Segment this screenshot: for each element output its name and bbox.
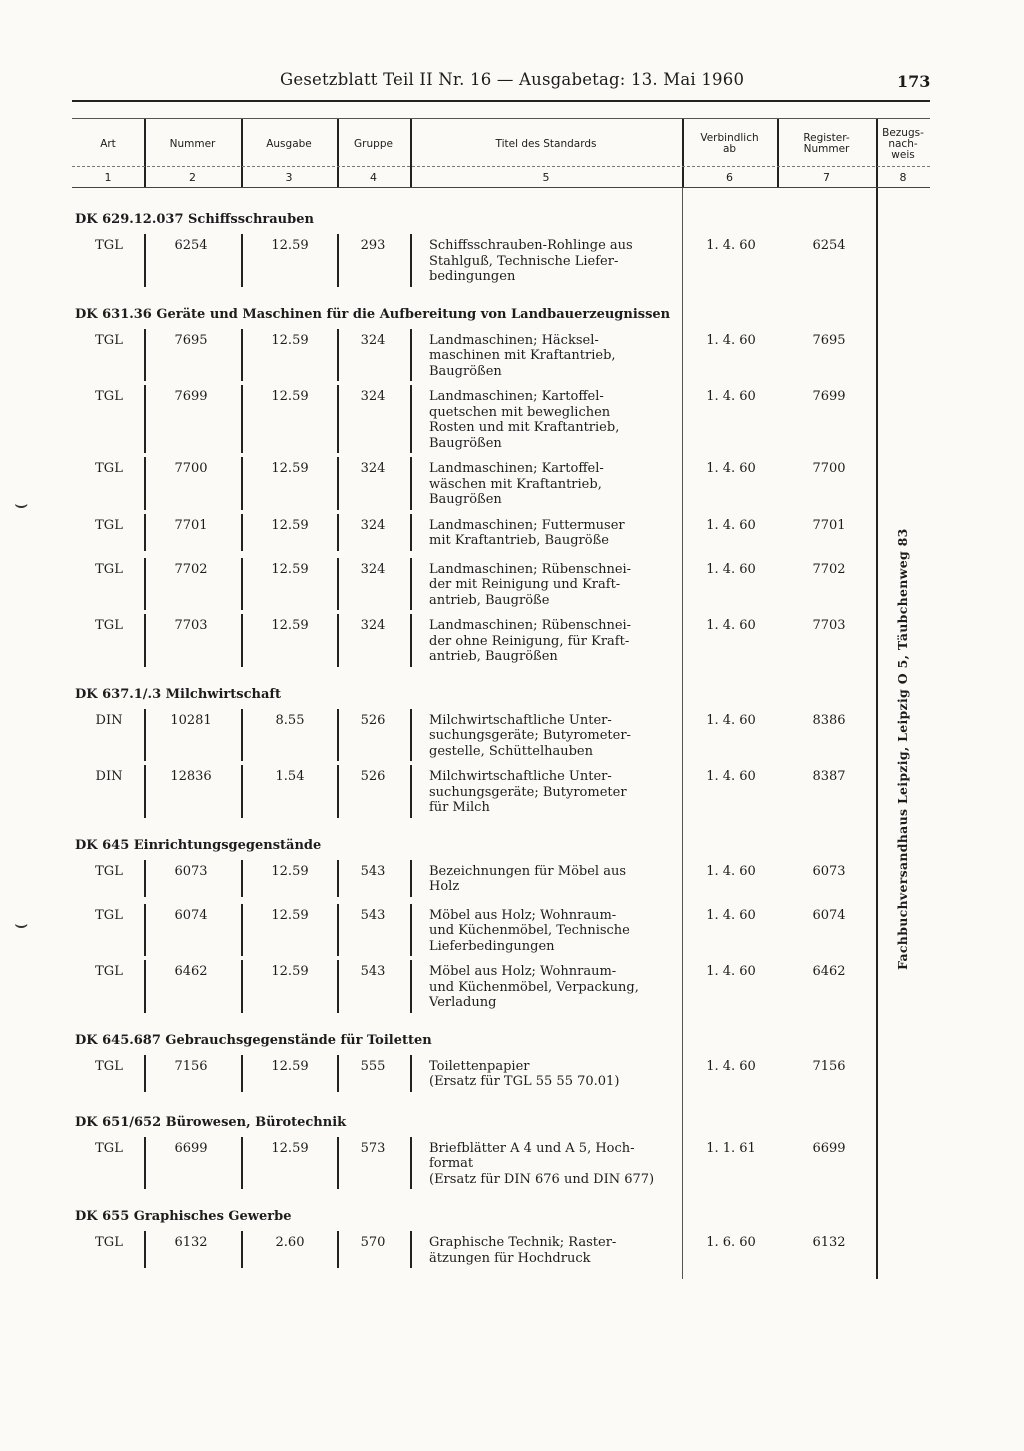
row-divider <box>241 614 243 667</box>
title-line: ätzungen für Hochdruck <box>429 1250 591 1266</box>
cell-verbindlich-ab: 1. 4. 60 <box>706 1058 756 1074</box>
title-line: Landmaschinen; Rübenschnei- <box>429 561 632 577</box>
title-line: bedingungen <box>429 269 516 284</box>
cell-gruppe: 324 <box>360 561 386 577</box>
title-line: Holz <box>429 879 460 894</box>
row-divider <box>241 1055 243 1092</box>
row-divider <box>337 558 339 611</box>
row-divider <box>337 1137 339 1190</box>
cell-verbindlich-ab: 1. 4. 60 <box>706 389 756 404</box>
column-number: 5 <box>542 171 550 184</box>
row-divider <box>241 904 243 957</box>
title-line: Landmaschinen; Rübenschnei- <box>429 618 632 633</box>
row-divider <box>410 765 412 818</box>
title-line: Landmaschinen; Kartoffel- <box>429 461 604 476</box>
row-divider <box>410 860 412 897</box>
row-divider <box>241 1231 243 1268</box>
cell-register-nummer: 7701 <box>812 517 846 533</box>
column-divider <box>777 118 779 188</box>
row-divider <box>337 709 339 762</box>
cell-nummer: 7156 <box>174 1058 208 1074</box>
row-divider <box>241 234 243 287</box>
title-line: der ohne Reinigung, für Kraft- <box>429 633 630 649</box>
page-number: 173 <box>897 72 931 91</box>
cell-nummer: 7700 <box>174 461 208 476</box>
row-divider <box>337 514 339 551</box>
row-divider <box>144 385 146 453</box>
title-line: Baugrößen <box>429 363 502 379</box>
row-divider <box>144 234 146 287</box>
cell-nummer: 6699 <box>174 1140 208 1156</box>
title-line: (Ersatz für TGL 55 55 70.01) <box>429 1074 620 1089</box>
column-number: 8 <box>899 171 907 184</box>
cell-ausgabe: 12.59 <box>271 517 309 533</box>
title-line: Landmaschinen; Häcksel- <box>429 332 599 348</box>
cell-titel <box>429 864 674 895</box>
cell-ausgabe: 8.55 <box>275 712 305 728</box>
column-divider <box>876 188 878 1279</box>
cell-art: DIN <box>95 769 123 784</box>
cell-gruppe: 293 <box>360 238 386 253</box>
row-divider <box>144 860 146 897</box>
cell-verbindlich-ab: 1. 4. 60 <box>706 238 756 253</box>
column-header: Gruppe <box>354 137 393 150</box>
cell-art: TGL <box>95 964 123 979</box>
cell-register-nummer: 6073 <box>812 863 846 879</box>
cell-ausgabe: 12.59 <box>271 1058 309 1074</box>
row-divider <box>144 514 146 551</box>
row-divider <box>241 514 243 551</box>
cell-ausgabe: 12.59 <box>271 389 309 404</box>
column-divider <box>144 118 146 188</box>
title-line: Landmaschinen; Futtermuser <box>429 517 625 533</box>
column-header: Nummer <box>169 137 216 150</box>
row-divider <box>337 234 339 287</box>
cell-art: TGL <box>95 863 123 879</box>
cell-art: TGL <box>95 238 123 253</box>
title-line: Lieferbedingungen <box>429 938 555 954</box>
column-divider <box>337 118 339 188</box>
title-line: antrieb, Baugröße <box>429 592 550 608</box>
title-line: Briefblätter A 4 und A 5, Hoch- <box>429 1140 635 1156</box>
cell-nummer: 12836 <box>170 769 212 784</box>
row-divider <box>410 709 412 762</box>
cell-verbindlich-ab: 1. 4. 60 <box>706 907 756 923</box>
title-line: mit Kraftantrieb, Baugröße <box>429 533 609 548</box>
cell-register-nummer: 7699 <box>812 389 846 404</box>
cell-verbindlich-ab: 1. 6. 60 <box>706 1235 756 1250</box>
cell-gruppe: 543 <box>360 863 386 879</box>
cell-register-nummer: 8387 <box>812 769 846 784</box>
cell-nummer: 6462 <box>174 964 208 979</box>
row-divider <box>241 765 243 818</box>
margin-tick-mark: ⌣ <box>14 492 29 517</box>
cell-register-nummer: 6699 <box>812 1140 846 1156</box>
cell-titel <box>429 389 674 451</box>
title-line: Baugrößen <box>429 435 502 451</box>
title-line: und Küchenmöbel, Technische <box>429 923 630 938</box>
row-divider <box>144 904 146 957</box>
cell-gruppe: 526 <box>360 769 386 784</box>
cell-register-nummer: 6254 <box>812 238 846 253</box>
column-number: 7 <box>823 171 830 184</box>
column-header: Art <box>100 137 116 150</box>
cell-verbindlich-ab: 1. 4. 60 <box>706 461 756 476</box>
row-divider <box>144 558 146 611</box>
row-divider <box>337 385 339 453</box>
section-title: DK 651/652 Bürowesen, Bürotechnik <box>75 1114 347 1130</box>
cell-art: TGL <box>95 561 123 577</box>
title-line: Landmaschinen; Kartoffel- <box>429 389 604 404</box>
cell-gruppe: 555 <box>360 1058 386 1074</box>
cell-titel <box>429 769 674 816</box>
cell-gruppe: 570 <box>360 1235 386 1250</box>
column-number: 1 <box>104 171 112 184</box>
row-divider <box>144 457 146 510</box>
cell-titel <box>429 1235 674 1266</box>
cell-verbindlich-ab: 1. 4. 60 <box>706 561 756 577</box>
cell-ausgabe: 12.59 <box>271 332 309 348</box>
cell-art: TGL <box>95 461 123 476</box>
row-divider <box>337 614 339 667</box>
section-title: DK 645.687 Gebrauchsgegenstände für Toiletten <box>75 1032 432 1048</box>
cell-ausgabe: 12.59 <box>271 863 309 879</box>
row-divider <box>144 614 146 667</box>
cell-ausgabe: 1.54 <box>275 769 305 784</box>
column-header: Register- Nummer <box>803 132 850 155</box>
row-divider <box>144 765 146 818</box>
cell-art: DIN <box>95 712 123 728</box>
title-line: maschinen mit Kraftantrieb, <box>429 348 616 363</box>
title-line: antrieb, Baugrößen <box>429 649 558 664</box>
row-divider <box>410 385 412 453</box>
title-line: Bezeichnungen für Möbel aus <box>429 863 627 879</box>
cell-nummer: 7702 <box>174 561 208 577</box>
header-bottom-rule <box>72 187 930 188</box>
column-header: Ausgabe <box>266 137 312 150</box>
cell-ausgabe: 12.59 <box>271 907 309 923</box>
title-line: suchungsgeräte; Butyrometer <box>429 784 627 800</box>
header-number-rule <box>72 166 930 167</box>
cell-verbindlich-ab: 1. 4. 60 <box>706 769 756 784</box>
cell-titel <box>429 964 674 1011</box>
cell-ausgabe: 12.59 <box>271 964 309 979</box>
column-number: 6 <box>726 171 733 184</box>
header-bottom-rule <box>72 118 930 119</box>
title-line: wäschen mit Kraftantrieb, <box>429 476 602 492</box>
row-divider <box>410 1055 412 1092</box>
cell-register-nummer: 6132 <box>812 1235 846 1250</box>
cell-nummer: 6073 <box>174 863 208 879</box>
cell-art: TGL <box>95 618 123 633</box>
column-divider <box>876 118 878 188</box>
title-line: der mit Reinigung und Kraft- <box>429 577 621 592</box>
cell-ausgabe: 12.59 <box>271 561 309 577</box>
row-divider <box>410 960 412 1013</box>
cell-nummer: 6074 <box>174 907 208 923</box>
cell-ausgabe: 2.60 <box>275 1235 305 1250</box>
title-line: quetschen mit beweglichen <box>429 404 611 420</box>
section-title: DK 655 Graphisches Gewerbe <box>75 1209 292 1224</box>
row-divider <box>410 558 412 611</box>
header-rule <box>72 100 930 102</box>
cell-nummer: 6132 <box>174 1235 208 1250</box>
cell-titel <box>429 908 674 955</box>
title-line: Schiffsschrauben-Rohlinge aus <box>429 238 633 253</box>
cell-titel <box>429 333 674 380</box>
cell-titel <box>429 238 674 285</box>
title-line: Milchwirtschaftliche Unter- <box>429 769 612 784</box>
column-divider <box>682 118 684 188</box>
title-line: Milchwirtschaftliche Unter- <box>429 712 612 728</box>
cell-nummer: 7699 <box>174 389 208 404</box>
row-divider <box>144 329 146 382</box>
cell-gruppe: 526 <box>360 712 386 728</box>
cell-art: TGL <box>95 1140 123 1156</box>
cell-gruppe: 324 <box>360 332 386 348</box>
row-divider <box>144 1055 146 1092</box>
title-line: Möbel aus Holz; Wohnraum- <box>429 907 617 923</box>
row-divider <box>241 457 243 510</box>
cell-titel <box>429 461 674 508</box>
cell-ausgabe: 12.59 <box>271 618 309 633</box>
page-header: Gesetzblatt Teil II Nr. 16 — Ausgabetag: 13. Mai 1960 <box>280 70 745 89</box>
cell-gruppe: 543 <box>360 964 386 979</box>
cell-register-nummer: 8386 <box>812 712 846 728</box>
row-divider <box>337 860 339 897</box>
title-line: Stahlguß, Technische Liefer- <box>429 253 619 269</box>
cell-nummer: 6254 <box>174 238 208 253</box>
cell-register-nummer: 6462 <box>812 964 846 979</box>
row-divider <box>410 329 412 382</box>
cell-verbindlich-ab: 1. 4. 60 <box>706 517 756 533</box>
cell-register-nummer: 7703 <box>812 618 846 633</box>
sidebar-publisher-note: Fachbuchversandhaus Leipzig, Leipzig O 5, Täubchenweg 83 <box>895 528 910 970</box>
cell-register-nummer: 7695 <box>812 332 846 348</box>
cell-gruppe: 573 <box>360 1140 386 1156</box>
cell-titel <box>429 1141 674 1188</box>
title-line: Möbel aus Holz; Wohnraum- <box>429 964 617 979</box>
cell-gruppe: 324 <box>360 618 386 633</box>
title-line: format <box>429 1156 474 1171</box>
cell-register-nummer: 7700 <box>812 461 846 476</box>
margin-tick-mark: ⌣ <box>14 912 29 937</box>
cell-register-nummer: 7156 <box>812 1058 846 1074</box>
column-divider <box>682 188 683 1279</box>
row-divider <box>144 960 146 1013</box>
row-divider <box>241 960 243 1013</box>
title-line: Baugrößen <box>429 492 502 507</box>
title-line: (Ersatz für DIN 676 und DIN 677) <box>429 1171 655 1187</box>
row-divider <box>144 1231 146 1268</box>
title-line: und Küchenmöbel, Verpackung, <box>429 979 639 995</box>
cell-titel <box>429 1059 674 1090</box>
row-divider <box>410 514 412 551</box>
row-divider <box>410 904 412 957</box>
section-title: DK 631.36 Geräte und Maschinen für die Aufbereitung von Landbauerzeugnissen <box>75 306 671 322</box>
row-divider <box>241 709 243 762</box>
title-line: Graphische Technik; Raster- <box>429 1235 617 1250</box>
cell-gruppe: 543 <box>360 907 386 923</box>
column-divider <box>410 118 412 188</box>
row-divider <box>241 329 243 382</box>
cell-titel <box>429 713 674 760</box>
row-divider <box>410 1137 412 1190</box>
row-divider <box>337 457 339 510</box>
row-divider <box>241 385 243 453</box>
cell-art: TGL <box>95 1058 123 1074</box>
row-divider <box>410 457 412 510</box>
row-divider <box>337 1055 339 1092</box>
column-number: 4 <box>370 171 377 184</box>
cell-art: TGL <box>95 332 123 348</box>
column-header: Titel des Standards <box>495 137 597 150</box>
cell-nummer: 10281 <box>170 712 212 728</box>
title-line: suchungsgeräte; Butyrometer- <box>429 728 631 743</box>
row-divider <box>410 1231 412 1268</box>
section-title: DK 629.12.037 Schiffsschrauben <box>75 212 314 227</box>
title-line: gestelle, Schüttelhauben <box>429 743 593 759</box>
row-divider <box>241 1137 243 1190</box>
title-line: Toilettenpapier <box>429 1058 530 1074</box>
cell-verbindlich-ab: 1. 1. 61 <box>706 1140 756 1156</box>
section-title: DK 637.1/.3 Milchwirtschaft <box>75 686 281 702</box>
cell-titel <box>429 518 674 549</box>
row-divider <box>241 860 243 897</box>
cell-register-nummer: 7702 <box>812 561 846 577</box>
row-divider <box>337 329 339 382</box>
row-divider <box>410 614 412 667</box>
row-divider <box>144 709 146 762</box>
cell-art: TGL <box>95 1235 123 1250</box>
column-number: 3 <box>285 171 293 184</box>
row-divider <box>144 1137 146 1190</box>
cell-titel <box>429 618 674 665</box>
section-title: DK 645 Einrichtungsgegenstände <box>75 837 322 853</box>
cell-ausgabe: 12.59 <box>271 1140 309 1156</box>
column-divider <box>241 118 243 188</box>
row-divider <box>337 1231 339 1268</box>
row-divider <box>337 765 339 818</box>
cell-art: TGL <box>95 907 123 923</box>
cell-art: TGL <box>95 517 123 533</box>
cell-gruppe: 324 <box>360 461 386 476</box>
cell-verbindlich-ab: 1. 4. 60 <box>706 863 756 879</box>
column-header: Bezugs- nach- weis <box>882 126 924 161</box>
cell-ausgabe: 12.59 <box>271 238 309 253</box>
title-line: Rosten und mit Kraftantrieb, <box>429 420 620 435</box>
column-number: 2 <box>189 171 196 184</box>
cell-nummer: 7701 <box>174 517 208 533</box>
row-divider <box>241 558 243 611</box>
title-line: Verladung <box>429 995 497 1010</box>
cell-art: TGL <box>95 389 123 404</box>
row-divider <box>337 904 339 957</box>
row-divider <box>337 960 339 1013</box>
title-line: für Milch <box>429 800 490 815</box>
cell-verbindlich-ab: 1. 4. 60 <box>706 618 756 633</box>
cell-verbindlich-ab: 1. 4. 60 <box>706 332 756 348</box>
cell-gruppe: 324 <box>360 389 386 404</box>
column-header: Verbindlich ab <box>700 132 759 155</box>
cell-verbindlich-ab: 1. 4. 60 <box>706 964 756 979</box>
cell-register-nummer: 6074 <box>812 907 846 923</box>
cell-nummer: 7695 <box>174 332 208 348</box>
cell-nummer: 7703 <box>174 618 208 633</box>
cell-titel <box>429 562 674 609</box>
cell-gruppe: 324 <box>360 517 386 533</box>
row-divider <box>410 234 412 287</box>
cell-ausgabe: 12.59 <box>271 461 309 476</box>
cell-verbindlich-ab: 1. 4. 60 <box>706 712 756 728</box>
